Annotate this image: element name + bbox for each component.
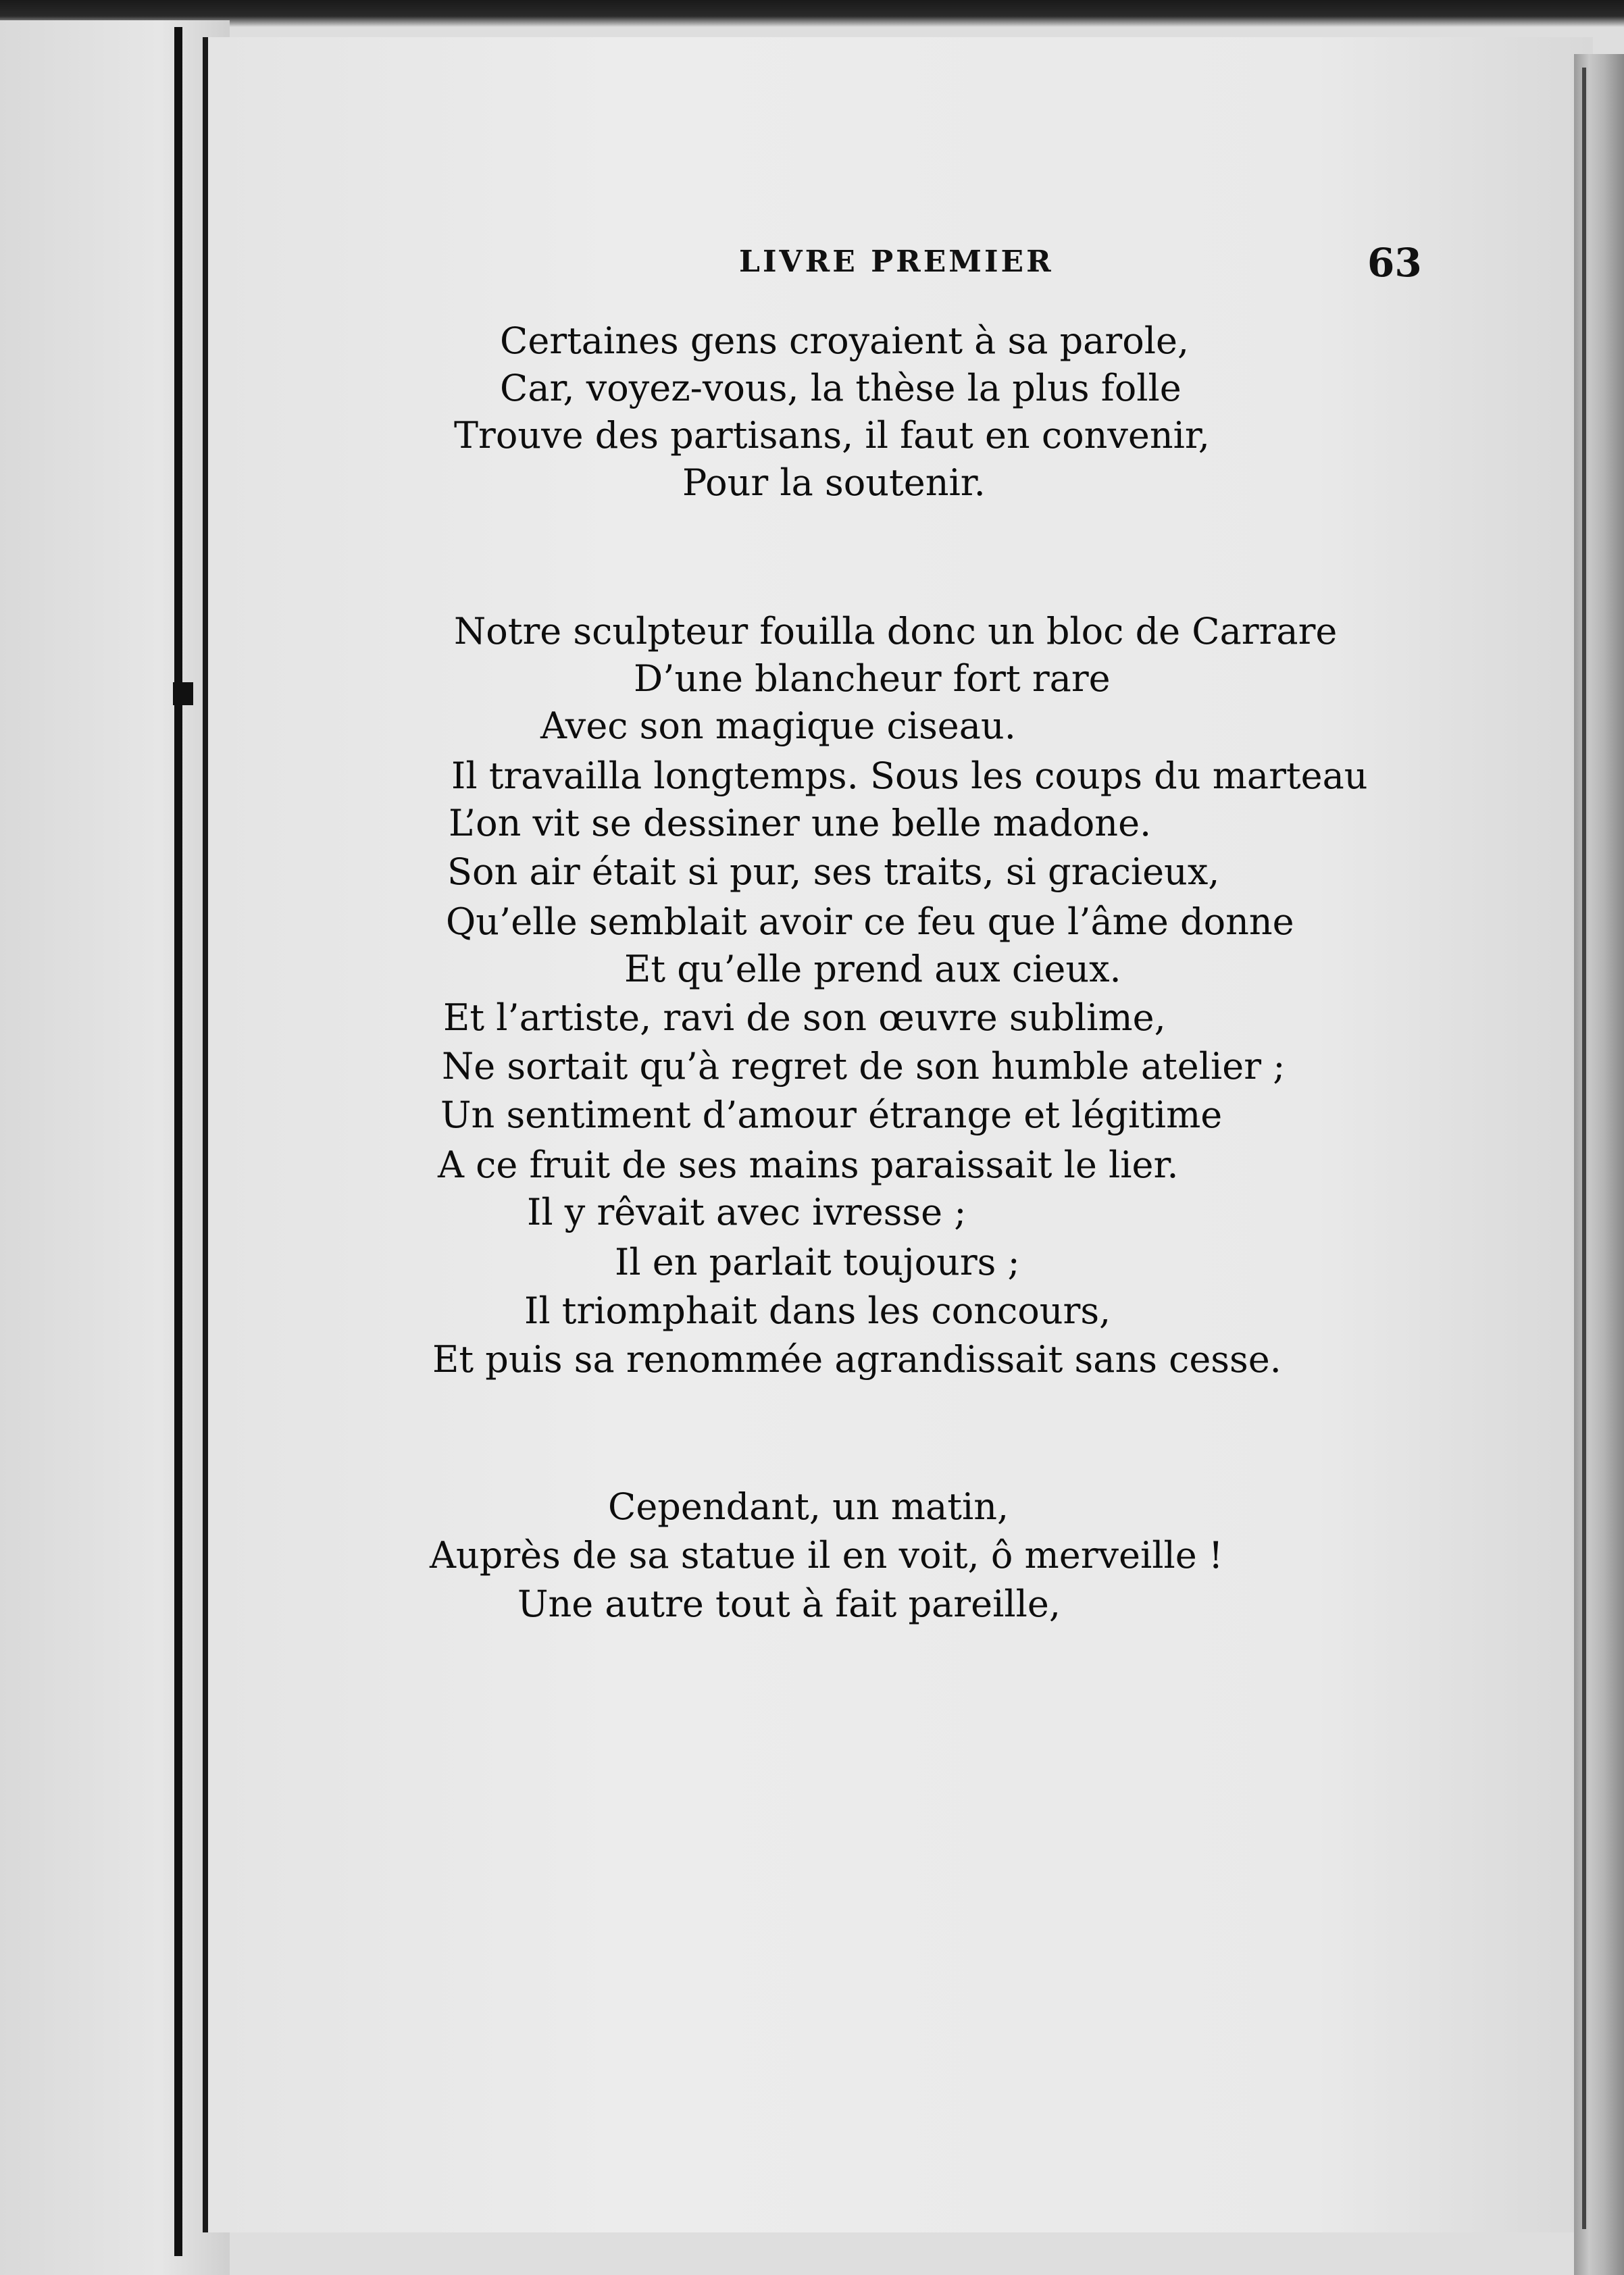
verse-line: Un sentiment d’amour étrange et légitime [440, 1094, 1223, 1136]
verse-line: Et l’artiste, ravi de son œuvre sublime, [443, 996, 1166, 1039]
verse-line: Et qu’elle prend aux cieux. [624, 948, 1121, 990]
verse-line: Il en parlait toujours ; [615, 1241, 1020, 1283]
verse-line: Ne sortait qu’à regret de son humble atelier ; [442, 1045, 1286, 1088]
binding-gutter [174, 27, 182, 2256]
verse-line: Qu’elle semblait avoir ce feu que l’âme donne [446, 900, 1294, 943]
running-title: LIVRE PREMIER [739, 245, 1054, 279]
top-shadow [0, 0, 1624, 27]
verse-line: Son air était si pur, ses traits, si gracieux, [447, 850, 1220, 893]
verse-line: Et puis sa renommée agrandissait sans cesse. [432, 1338, 1282, 1381]
page-edge-line [1582, 68, 1586, 2229]
verse-line: Une autre tout à fait pareille, [517, 1583, 1061, 1625]
verse-line: Car, voyez-vous, la thèse la plus folle [500, 367, 1182, 409]
verse-line: Il travailla longtemps. Sous les coups du marteau [451, 755, 1368, 797]
page-number: 63 [1367, 240, 1422, 286]
binding-mark [173, 682, 193, 705]
verse-line: Il y rêvait avec ivresse ; [527, 1191, 967, 1233]
verse-line: Il triomphait dans les concours, [524, 1289, 1111, 1332]
verse-line: Certaines gens croyaient à sa parole, [500, 319, 1190, 362]
verse-line: L’on vit se dessiner une belle madone. [449, 802, 1152, 844]
verse-line: Notre sculpteur fouilla donc un bloc de Carrare [454, 610, 1338, 653]
verse-line: Cependant, un matin, [608, 1485, 1009, 1528]
verse-line: Avec son magique ciseau. [540, 705, 1016, 747]
verse-line: Trouve des partisans, il faut en convenir, [454, 414, 1210, 457]
facing-page [0, 20, 230, 2275]
verse-line: D’une blancheur fort rare [634, 657, 1111, 700]
verse-line: A ce fruit de ses mains paraissait le lier. [438, 1144, 1179, 1186]
verse-line: Auprès de sa statue il en voit, ô merveille ! [430, 1534, 1223, 1577]
verse-line: Pour la soutenir. [682, 461, 986, 504]
